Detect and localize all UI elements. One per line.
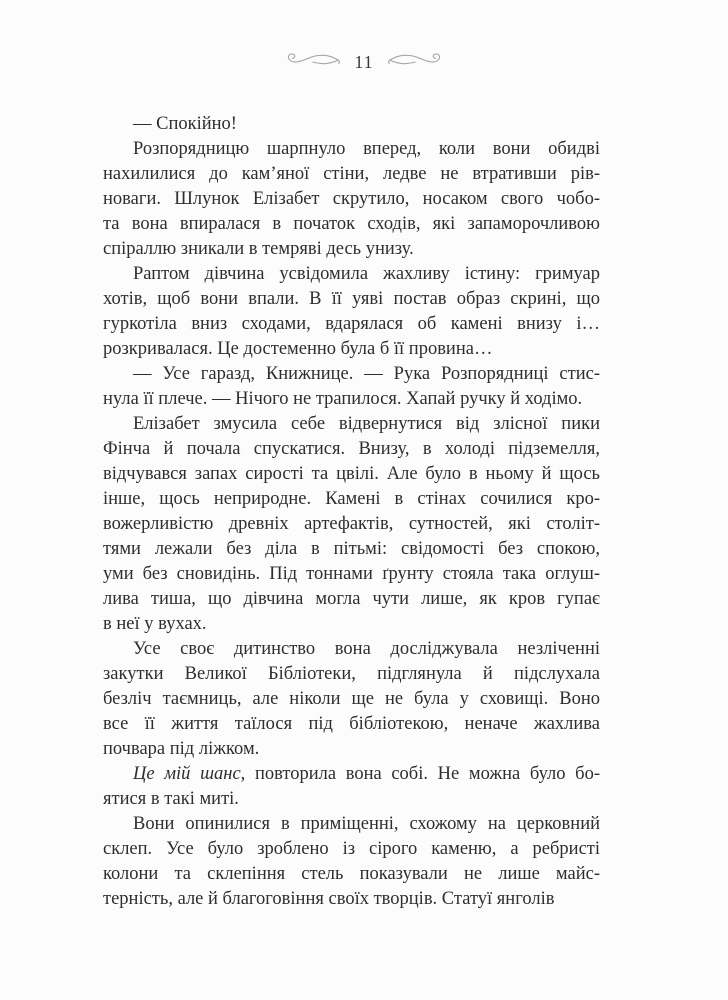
text-segment: вожерливістю древніх артефактів, сутностей, які століт- [103, 514, 600, 534]
text-line [103, 662, 600, 687]
text-segment: в неї у вухах. [103, 614, 207, 634]
text-segment: Усе своє дитинство вона досліджувала незліченні [133, 639, 600, 659]
text-line [103, 537, 600, 562]
text-line [103, 112, 600, 137]
text-segment: та вона впиралася в початок сходів, які запаморочливою [103, 214, 600, 234]
text-segment: колони та склепіння стель показували не лише майс- [103, 864, 600, 884]
text-segment: інше, щось неприродне. Камені в стінах сочилися кро- [103, 489, 600, 509]
text-line [103, 712, 600, 737]
text-segment: розкривалася. Це достеменно була б її провина… [103, 339, 493, 359]
text-line [103, 437, 600, 462]
page-number: 11 [354, 52, 374, 72]
page-text [103, 112, 600, 912]
text-line [103, 862, 600, 887]
text-segment: повторила вона собі. Не можна було бо- [245, 764, 600, 784]
text-segment: спіраллю зникали в темряві десь унизу. [103, 239, 414, 259]
text-line [103, 512, 600, 537]
flourish-right-icon [387, 50, 445, 74]
text-line [103, 312, 600, 337]
paragraph [103, 762, 600, 812]
text-line [103, 362, 600, 387]
text-line [103, 787, 600, 812]
text-line [103, 837, 600, 862]
text-line [103, 737, 600, 762]
paragraph [103, 812, 600, 912]
text-segment: Фінча й почала спускатися. Внизу, в холоді підземелля, [103, 439, 600, 459]
text-line [103, 812, 600, 837]
paragraph [103, 262, 600, 362]
text-line [103, 462, 600, 487]
text-segment: новаги. Шлунок Елізабет скрутило, носаком свого чобо- [103, 189, 600, 209]
paragraph [103, 112, 600, 137]
text-line [103, 612, 600, 637]
text-line [103, 187, 600, 212]
text-line [103, 412, 600, 437]
paragraph [103, 362, 600, 412]
text-line [103, 162, 600, 187]
text-segment: Раптом дівчина усвідомила жахливу істину: гримуар [133, 264, 600, 284]
text-segment: хотів, щоб вони впали. В її уяві постав образ скрині, що [103, 289, 600, 309]
text-line [103, 287, 600, 312]
paragraph [103, 137, 600, 262]
text-segment: — Усе гаразд, Книжнице. — Рука Розпорядниці стис- [133, 364, 600, 384]
text-segment: тями лежали без діла в пітьмі: свідомості без спокою, [103, 539, 600, 559]
text-segment: ятися в такі миті. [103, 789, 239, 809]
text-line [103, 212, 600, 237]
flourish-left-icon [283, 50, 341, 74]
text-segment: нахилилися до кам’яної стіни, ледве не втративши рів- [103, 164, 600, 184]
text-segment: Елізабет змусила себе відвернутися від злісної пики [133, 414, 600, 434]
text-segment: уми без сновидінь. Під тоннами ґрунту стояла така оглуш- [103, 564, 600, 584]
paragraph [103, 412, 600, 637]
text-line [103, 887, 600, 912]
text-line [103, 262, 600, 287]
text-segment: Розпорядницю шарпнуло вперед, коли вони обидві [133, 139, 600, 159]
text-segment: почвара під ліжком. [103, 739, 260, 759]
italic-text: Це мій шанс, [133, 764, 246, 784]
text-segment: безліч таємниць, але ніколи ще не була у сховищі. Воно [103, 689, 600, 709]
text-line [103, 637, 600, 662]
text-line [103, 337, 600, 362]
text-segment: лива тиша, що дівчина могла чути лише, як кров гупає [103, 589, 600, 609]
text-line [103, 237, 600, 262]
text-segment: відчувався запах сирості та цвілі. Але було в ньому й щось [103, 464, 600, 484]
text-segment: Вони опинилися в приміщенні, схожому на церковний [133, 814, 600, 834]
text-segment: — Спокійно! [133, 114, 237, 134]
text-segment: нула її плече. — Нічого не трапилося. Хапай ручку й ходімо. [103, 389, 583, 409]
text-segment: все її життя таїлося під бібліотекою, неначе жахлива [103, 714, 600, 734]
text-line [103, 762, 600, 787]
text-line [103, 387, 600, 412]
text-line [103, 687, 600, 712]
text-line [103, 487, 600, 512]
text-segment: терність, але й благоговіння своїх творців. Статуї янголів [103, 889, 555, 909]
text-segment: гуркотіла вниз сходами, вдарялася об камені внизу і… [103, 314, 600, 334]
page-header [0, 50, 728, 74]
text-segment: закутки Великої Бібліотеки, підглянула й підслухала [103, 664, 600, 684]
text-line [103, 562, 600, 587]
text-line [103, 137, 600, 162]
text-segment: склеп. Усе було зроблено із сірого каменю, а ребристі [103, 839, 600, 859]
text-line [103, 587, 600, 612]
paragraph [103, 637, 600, 762]
